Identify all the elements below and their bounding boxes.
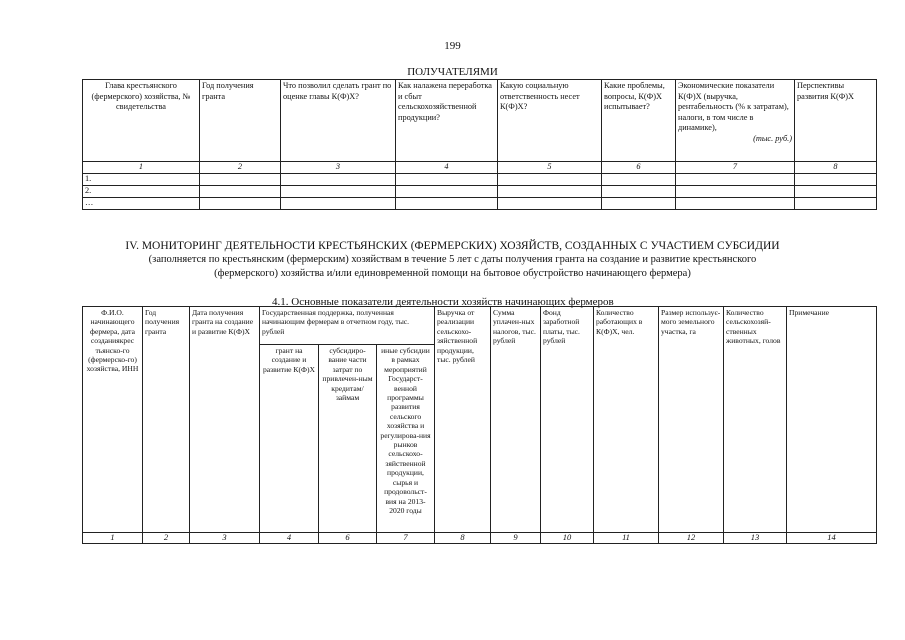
col-num: 2 <box>143 533 190 544</box>
section-note-line2: (фермерского) хозяйства и/или единовременной помощи на бытовое обустройство начинающего фермера) <box>214 268 691 279</box>
page-number: 199 <box>444 40 461 52</box>
col-num: 9 <box>491 533 541 544</box>
table-header-row <box>83 307 877 345</box>
col-num: 7 <box>676 162 795 174</box>
indicators-table <box>82 306 877 544</box>
col-num: 6 <box>602 162 676 174</box>
header-economics-unit: (тыс. руб.) <box>753 133 792 143</box>
header-grant-date: Дата получения гранта на создание и развитие К(Ф)Х <box>190 307 260 533</box>
header-problems: Какие проблемы, вопросы, К(Ф)Х испытывает? <box>602 80 676 162</box>
header-economics <box>676 80 795 162</box>
row-label: … <box>83 197 200 209</box>
header-processing: Как налажена переработка и сбыт сельскохозяйственной продукции? <box>396 80 498 162</box>
table-header-row <box>83 80 877 162</box>
header-sub-grant: грант на создание и развитие К(Ф)Х <box>260 345 319 533</box>
col-num: 14 <box>787 533 877 544</box>
header-revenue: Выручка от реализации сельскохо-зяйственной продукции, тыс. рублей <box>435 307 491 533</box>
table2-title: 4.1. Основные показатели деятельности хозяйств начинающих фермеров <box>272 296 614 308</box>
header-workers: Количество работающих в К(Ф)Х, чел. <box>594 307 659 533</box>
col-num: 5 <box>498 162 602 174</box>
header-fio: Ф.И.О. начинающего фермера, дата созданиякрес тьянско-го (фермерско-го) хозяйства, ИНН <box>83 307 143 533</box>
col-num: 4 <box>396 162 498 174</box>
header-prospects: Перспективы развития К(Ф)Х <box>795 80 877 162</box>
table-row <box>83 197 877 209</box>
col-num: 8 <box>795 162 877 174</box>
header-economics-text: Экономические показатели К(Ф)Х (выручка, рентабельность (% к затратам), налоги, в том числе в динамике), <box>678 81 789 132</box>
table-row <box>83 185 877 197</box>
col-num: 1 <box>83 533 143 544</box>
recipients-table <box>82 79 877 210</box>
header-notes: Примечание <box>787 307 877 533</box>
col-num: 1 <box>83 162 200 174</box>
section-note-line1: (заполняется по крестьянским (фермерским) хозяйствам в течение 5 лет с даты получения гранта на создание и развитие крестьянского <box>148 254 757 265</box>
header-taxes: Сумма уплачен-ных налогов, тыс. рублей <box>491 307 541 533</box>
row-label: 2. <box>83 185 200 197</box>
table1-title: ПОЛУЧАТЕЛЯМИ <box>407 66 498 78</box>
col-num: 3 <box>281 162 396 174</box>
header-grant-year: Год получения гранта <box>200 80 281 162</box>
header-grant-year: Год получения гранта <box>143 307 190 533</box>
col-num: 8 <box>435 533 491 544</box>
col-num: 13 <box>724 533 787 544</box>
column-number-row <box>83 533 877 544</box>
header-land: Размер использує-мого земельного участка, га <box>659 307 724 533</box>
col-num: 3 <box>190 533 260 544</box>
col-num: 7 <box>377 533 435 544</box>
col-num: 6 <box>319 533 377 544</box>
section-heading <box>0 239 905 281</box>
col-num: 4 <box>260 533 319 544</box>
header-social-responsibility: Какую социальную ответственность несет К(Ф)Х? <box>498 80 602 162</box>
col-num: 11 <box>594 533 659 544</box>
col-num: 2 <box>200 162 281 174</box>
column-number-row <box>83 162 877 174</box>
header-grant-effect: Что позволил сделать грант по оценке главы К(Ф)Х? <box>281 80 396 162</box>
section-title: IV. МОНИТОРИНГ ДЕЯТЕЛЬНОСТИ КРЕСТЬЯНСКИХ (ФЕРМЕРСКИХ) ХОЗЯЙСТВ, СОЗДАННЫХ С УЧАСТИЕМ СУБСИДИИ <box>125 240 780 252</box>
header-sub-credit: субсидиро-вание части затрат по привлечен-ным кредитам/ займам <box>319 345 377 533</box>
row-label: 1. <box>83 173 200 185</box>
header-sub-other: иные субсидии в рамках мероприятий Государст-венной программы развития сельского хозяйства и регулирова-ния рынков сельскохо-зяйственной продукции, сырья и продовольст-вия на 2013-2020 годы <box>377 345 435 533</box>
col-num: 12 <box>659 533 724 544</box>
header-head-of-farm: Глава крестьянского (фермерского) хозяйства, № свидетельства <box>83 80 200 162</box>
col-num: 10 <box>541 533 594 544</box>
header-state-support: Государственная поддержка, полученная начинающим фермерам в отчетном году, тыс. рублей <box>260 307 435 345</box>
header-payroll: Фонд заработной платы, тыс. рублей <box>541 307 594 533</box>
table-row <box>83 173 877 185</box>
header-animals: Количество сельскохозяй-ственных животных, голов <box>724 307 787 533</box>
